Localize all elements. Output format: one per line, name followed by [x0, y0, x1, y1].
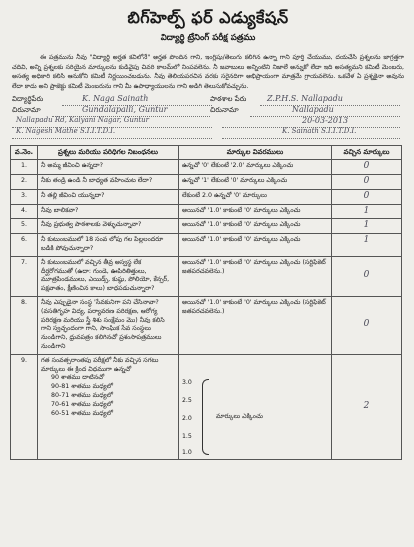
student-name-field[interactable]: K. Naga Sainath	[82, 94, 149, 104]
signature-field[interactable]: K. Sainath S.I.I.T.D.I.	[282, 127, 357, 136]
form-subtitle: విద్యార్థి ట్రేనింగ్ పరీక్ష పత్రము	[160, 33, 256, 43]
row-marks-obtained[interactable]: 1	[363, 205, 370, 216]
marks-entry-label: మార్కులు ఎక్కించు	[216, 412, 263, 420]
form-title: బిగ్‌హెల్ప్ ఫర్ ఎడ్యుకేషన్	[127, 8, 289, 27]
date-field[interactable]: 20-03-2013	[302, 116, 349, 126]
address2-label: చిరునామా	[210, 106, 239, 115]
school-name-label: పాఠశాల పేరు	[210, 95, 247, 104]
questions-table	[10, 145, 402, 459]
col-header-marks-detail: మార్కుల వివరములు	[179, 146, 332, 160]
instructions-paragraph: ఈ పత్రమును నీవు "విద్యార్థి అర్హత కవిలోనే" అర్హత పొందిన గాని, ఇంగ్లిషు/తెలుగు కలిగిన ఉన్నా గాని పూర్తి చేయుము, దయచేసి ప్రశ్నలను జాగ్రత్తగా చదివి, అన్ని ప్రశ్నలకు సరియైన మార్కులను కుడివైపు చివరి కాలమ్‌లో నింపవలెను. నీ జవాబులు అన్నింటిని నిజాలే అన్నుకో లేదా ఇది అసత్యమని కమిటీ మెంబరు, అసత్య అధికారి కలిసి ఆనుకోని కమిటీ నిర్ణయించబడును. నీవు తెలియపరచిన వరకు సరైనదిగా అభిప్రాయంగా మాత్రమే గ్రాయవలెను. ఒకవేళ ఏ ప్రశ్నకైనా అవును లేదా కాదు అని ప్రాజెక్టు కమిటీ మెంబరును గాని మీ ఉపాధ్యాయులను గాని అడిగి తెలుసుకోవచ్చును.	[12, 54, 404, 90]
row-marks-detail: అయినచో '1.0' కాకుంటే '0' మార్కులు ఎక్కించు	[179, 234, 332, 257]
row-number: 6.	[11, 234, 38, 257]
table-row	[11, 354, 402, 459]
row-number: 4.	[11, 204, 38, 219]
row-marks-detail: అయినచో '1.0' కాకుంటే '0' మార్కులు ఎక్కించు (సర్టిఫికెట్ జతపరచవలెను.)	[179, 256, 332, 296]
table-row	[11, 256, 402, 296]
table-row	[11, 204, 402, 219]
row-marks-detail: అయినచో '1.0' కాకుంటే '0' మార్కులు ఎక్కించు	[179, 204, 332, 219]
table-row	[11, 174, 402, 189]
col-header-marks-obtained: వచ్చిన మార్కులు	[332, 146, 402, 160]
col-header-number: వ.నెం.	[11, 146, 38, 160]
parent-name-field[interactable]: K. Nagesh Mathe S.I.I.T.D.I.	[16, 127, 116, 136]
row-marks-obtained[interactable]: 0	[363, 175, 370, 186]
table-row	[11, 160, 402, 175]
table-row	[11, 189, 402, 204]
row-question: నీ తల్లి జీవించి యున్నదా?	[38, 189, 179, 204]
row-marks-obtained[interactable]: 1	[363, 235, 370, 246]
band-item: 90-81 శాతము మధ్యలో	[51, 383, 114, 391]
school-name-field[interactable]: Z.P.H.S. Nallapadu	[267, 94, 343, 104]
address2-field[interactable]: Nallapadu	[292, 105, 334, 115]
row-marks-detail: ఉన్నచో '1' లేకుంటే '0' మార్కులు ఎక్కించు	[179, 174, 332, 189]
score-tick: 1.0	[182, 448, 192, 456]
row-question: నీ కుటుంబములో 18 సంవ లోపు గల పిల్లలందరూ బడికి పోవుచున్నారా?	[38, 234, 179, 257]
row-number: 1.	[11, 160, 38, 175]
address-field[interactable]: Gundalapalli, Guntur	[82, 105, 168, 115]
row-marks-obtained[interactable]: 0	[363, 190, 370, 201]
row-question: నీవు ప్రభుత్వ పాఠశాలకు వెళ్ళుచున్నావా?	[38, 219, 179, 234]
score-tick: 1.5	[182, 432, 192, 440]
row-number: 5.	[11, 219, 38, 234]
row-marks-detail: అయినచో '1.0' కాకుంటే '0' మార్కులు ఎక్కించు (సర్టిఫికెట్ జతపరచవలెను.)	[179, 296, 332, 354]
brace-shape	[202, 379, 209, 455]
score-tick: 3.0	[182, 378, 192, 386]
band-item: 80-71 శాతము మధ్యలో	[51, 391, 114, 399]
col-header-question: ప్రశ్నలు మరియు పరిధిగల నిబంధనలు	[38, 146, 179, 160]
address-label: చిరునామా	[12, 106, 41, 115]
row-number: 2.	[11, 174, 38, 189]
row-question: నీకు తండ్రి ఉండి నీ బాధ్యత వహించుట లేదా?	[38, 174, 179, 189]
table-header-row	[11, 146, 402, 160]
row-marks-obtained[interactable]: 0	[363, 270, 370, 281]
row-marks-detail: అయినచో '1.0' కాకుంటే '0' మార్కులు ఎక్కించు	[179, 219, 332, 234]
score-tick: 2.0	[182, 414, 192, 422]
band-item: 60-51 శాతము మధ్యలో	[51, 409, 114, 417]
row-marks-obtained[interactable]: 1	[363, 220, 370, 231]
row-marks-obtained[interactable]: 0	[363, 319, 370, 330]
row-question: నీ కుటుంబములో వచ్చిన తీవ్ర అస్వస్థ లేక దీర్ఘరోగముతో (ఉదా: గుండె, ఊపిరితిత్తులు, మూత్రపిండములు, ఎయిడ్స్, కుష్ఠు, పోలియో, కేన్సర్, పక్షవాతం, క్షీణించిన కాలు) బాధపడుచున్నారా?	[38, 256, 179, 296]
row-number: 3.	[11, 189, 38, 204]
band-item: 90 శాతము దాటినచో	[51, 374, 105, 382]
row-question: నీవు ఎప్పుడైనా సంస్థ 'సేవకునిగా పని చేసినావా? (వసతిగృహ విద్య, పర్యావరణ పరిరక్షణ, ఆరోగ్య పరిరక్షణ మరియు స్త్రీ శిశు సంక్షేమం మొ) నీవు కలిసి గాని స్వచ్ఛందంగా గాని, సాంఘిక సేవ సంస్థలు నుండిగాని, ధ్రువపత్రం కలిగినచో ప్రశంసాపత్రములు నుండిగాని	[38, 296, 179, 354]
student-name-label: విద్యార్థిపేరు	[12, 95, 44, 104]
row-marks-detail: లేకుంటే 2.0 ఉన్నచో '0' మార్కులు	[179, 189, 332, 204]
row-question: నీవు బాలికవా?	[38, 204, 179, 219]
band-item: 70-61 శాతము మధ్యలో	[51, 400, 114, 408]
row-marks-detail: ఉన్నచో '0' లేకుంటే '2.0' మార్కులు ఎక్కించు	[179, 160, 332, 175]
table-row	[11, 234, 402, 257]
row-marks-obtained[interactable]: 2	[363, 400, 370, 411]
address-line-3[interactable]: Nallapadu Rd, Kalyani Nagar, Guntur	[16, 116, 150, 125]
score-tick: 2.5	[182, 396, 192, 404]
row-question: నీ అమ్మ జీవించి ఉన్నదా?	[38, 160, 179, 175]
table-row	[11, 219, 402, 234]
row-number: 8.	[11, 296, 38, 354]
row-question: గత సంవత్సరాంతపు పరీక్షలో నీకు వచ్చిన సగటు మార్కులు ఈ క్రింద విధముగా ఉన్నచో	[41, 356, 159, 373]
score-scale	[182, 357, 328, 457]
row-number: 7.	[11, 256, 38, 296]
table-row	[11, 296, 402, 354]
student-details	[12, 95, 404, 139]
row-number: 9.	[11, 354, 38, 459]
percentage-bands	[41, 374, 175, 418]
row-marks-obtained[interactable]: 0	[363, 161, 370, 172]
